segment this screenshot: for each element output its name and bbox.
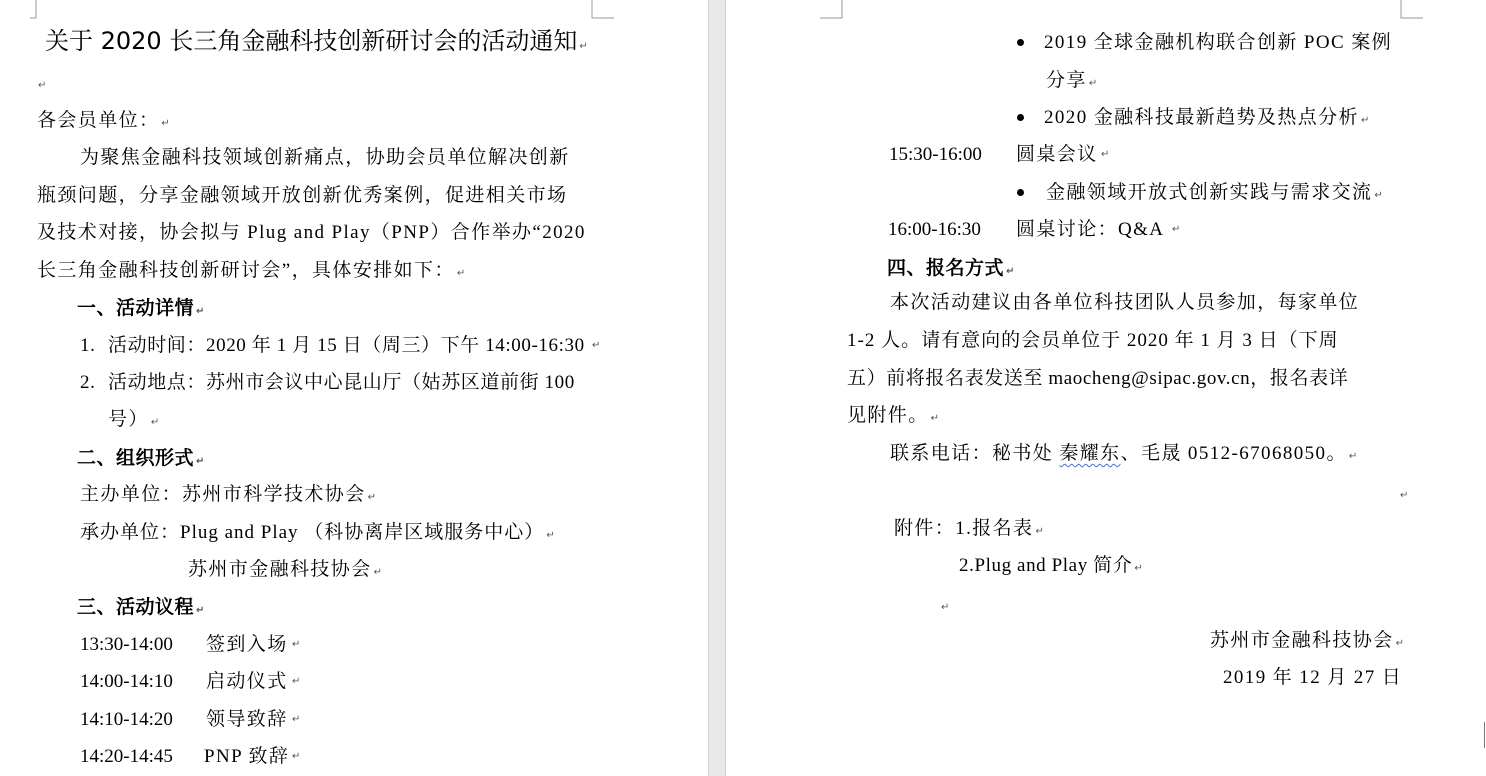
scroll-indicator <box>1484 722 1485 748</box>
contact-phone[interactable]: 联系电话：秘书处 秦耀东、毛晟 0512-67068050。 ↵ <box>890 443 1358 464</box>
agenda-row[interactable]: 14:20-14:45 PNP 致辞 ↵ <box>80 746 301 767</box>
document-title[interactable]: 关于 2020 长三角金融科技创新研讨会的活动通知 ↵ <box>45 27 588 55</box>
agenda-time: 13:30-14:00 <box>80 634 173 655</box>
list-item-location[interactable]: 2. 活动地点：苏州市会议中心昆山厅（姑苏区道前街 100 <box>80 372 575 393</box>
list-item-location-cont[interactable]: 号） ↵ <box>108 409 160 430</box>
signup-line-3[interactable]: 五）前将报名表发送至 maocheng@sipac.gov.cn，报名表详 <box>847 368 1349 389</box>
signup-line-1[interactable]: 本次活动建议由各单位科技团队人员参加，每家单位 <box>890 292 1360 313</box>
agenda-time: 15:30-16:00 <box>889 144 982 165</box>
signature-org[interactable]: 苏州市金融科技协会 ↵ <box>1210 630 1404 651</box>
agenda-item: 签到入场 <box>206 634 288 655</box>
bullet-marker <box>1017 189 1024 196</box>
organizer-unit-2[interactable]: 苏州市金融科技协会 ↵ <box>188 559 382 580</box>
page-gap <box>708 0 726 776</box>
agenda-row[interactable]: 13:30-14:00 签到入场 ↵ <box>80 634 301 655</box>
organizer-unit[interactable]: 承办单位：Plug and Play （科协离岸区域服务中心） ↵ <box>80 522 555 543</box>
document-page-left[interactable] <box>0 0 708 776</box>
host-unit[interactable]: 主办单位：苏州市科学技术协会 ↵ <box>80 484 376 505</box>
bullet-item-trends[interactable]: 2020 金融科技最新趋势及热点分析 ↵ <box>1044 107 1370 128</box>
agenda-row[interactable]: 16:00-16:30 圆桌讨论：Q&A ↵ <box>888 219 1181 240</box>
agenda-time: 16:00-16:30 <box>888 219 981 240</box>
list-number: 1. <box>80 335 96 356</box>
list-number: 2. <box>80 372 96 393</box>
contact-name: 秦耀东 <box>1059 443 1121 464</box>
attachment-2[interactable]: 2.Plug and Play 简介 ↵ <box>959 555 1143 576</box>
section-heading-details[interactable]: 一、活动详情 ↵ <box>77 297 205 319</box>
bullet-marker <box>1017 39 1024 46</box>
bullet-item-exchange[interactable]: 金融领域开放式创新实践与需求交流 ↵ <box>1046 182 1383 203</box>
bullet-item-poc[interactable]: 2019 全球金融机构联合创新 POC 案例 <box>1044 32 1393 53</box>
signature-date[interactable]: 2019 年 12 月 27 日 <box>1223 667 1403 688</box>
agenda-item: 圆桌会议 <box>1016 144 1098 165</box>
intro-line-2[interactable]: 瓶颈问题，分享金融领域开放创新优秀案例，促进相关市场 <box>37 185 568 206</box>
agenda-time: 14:00-14:10 <box>80 671 173 692</box>
margin-corner-top-right <box>1399 0 1425 20</box>
attachment-1[interactable]: 附件：1.报名表 ↵ <box>894 518 1044 539</box>
agenda-item: 启动仪式 <box>206 671 288 692</box>
signup-line-4[interactable]: 见附件。 ↵ <box>847 405 939 426</box>
section-heading-signup[interactable]: 四、报名方式 ↵ <box>887 257 1015 279</box>
intro-line-4[interactable]: 长三角金融科技创新研讨会”，具体安排如下： ↵ <box>37 260 466 281</box>
intro-line-3[interactable]: 及技术对接，协会拟与 Plug and Play（PNP）合作举办“2020 <box>37 222 586 243</box>
intro-line-1[interactable]: 为聚焦金融科技领域创新痛点，协助会员单位解决创新 <box>80 147 570 168</box>
agenda-row[interactable]: 14:10-14:20 领导致辞 ↵ <box>80 709 301 730</box>
margin-corner-top-right <box>590 0 616 20</box>
margin-corner-top-left <box>30 0 40 20</box>
list-item-time[interactable]: 1. 活动时间：2020 年 1 月 15 日（周三）下午 14:00-16:30 ↵ <box>80 335 601 356</box>
agenda-row[interactable]: 14:00-14:10 启动仪式 ↵ <box>80 671 301 692</box>
document-page-right[interactable] <box>726 0 1486 776</box>
bullet-marker <box>1017 114 1024 121</box>
empty-paragraph[interactable]: ↵ <box>38 80 47 91</box>
agenda-item: PNP 致辞 <box>204 746 290 767</box>
agenda-item: 圆桌讨论：Q&A <box>1016 219 1165 240</box>
section-heading-agenda[interactable]: 三、活动议程 ↵ <box>77 596 205 618</box>
empty-paragraph[interactable]: ↵ <box>1400 490 1409 501</box>
agenda-time: 14:20-14:45 <box>80 746 173 767</box>
section-heading-organization[interactable]: 二、组织形式 ↵ <box>77 447 205 469</box>
agenda-item: 领导致辞 <box>206 709 288 730</box>
margin-corner-top-left <box>820 0 846 20</box>
greeting[interactable]: 各会员单位： ↵ <box>37 110 170 131</box>
signup-line-2[interactable]: 1-2 人。请有意向的会员单位于 2020 年 1 月 3 日（下周 <box>847 330 1339 351</box>
agenda-row[interactable]: 15:30-16:00 圆桌会议 ↵ <box>889 144 1110 165</box>
empty-paragraph[interactable]: ↵ <box>941 602 950 613</box>
bullet-item-poc-cont[interactable]: 分享 ↵ <box>1046 70 1098 91</box>
agenda-time: 14:10-14:20 <box>80 709 173 730</box>
